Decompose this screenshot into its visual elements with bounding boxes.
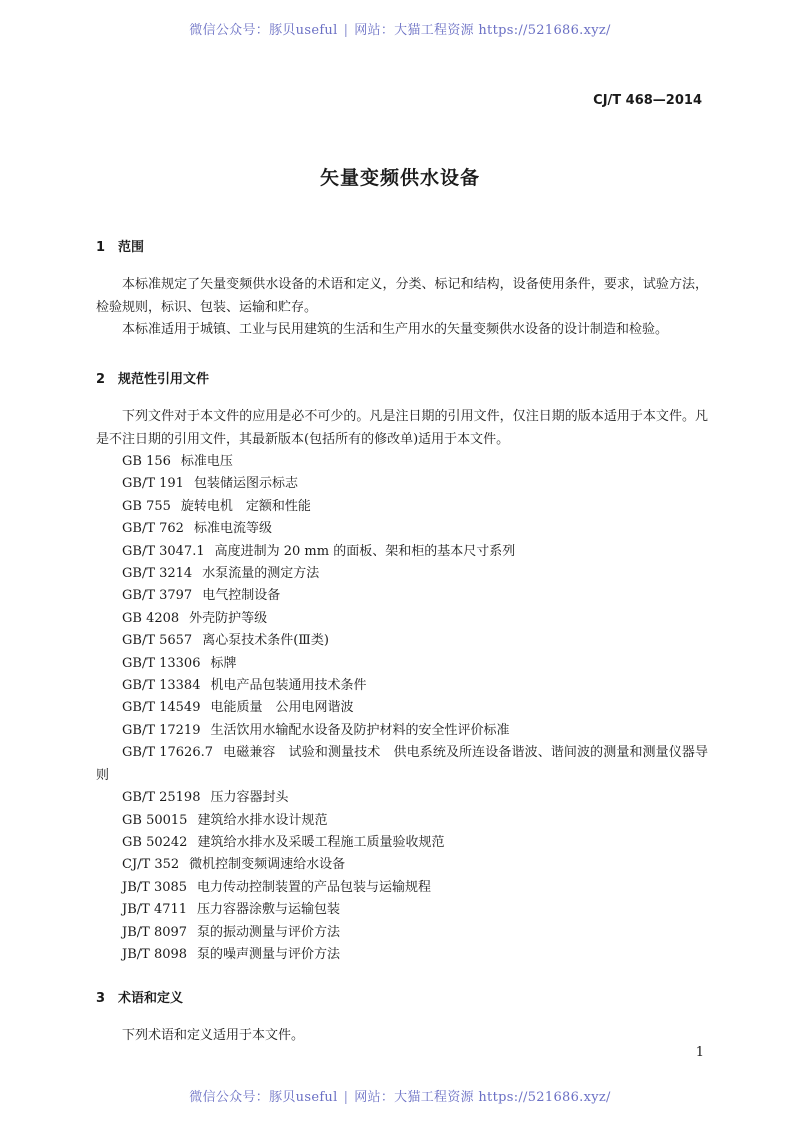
section-2-heading: [96, 368, 209, 387]
reference-item: [96, 630, 708, 652]
watermark-separator: |: [343, 1090, 349, 1105]
section-1-paragraph-2: 本标准适用于城镇、工业与民用建筑的生活和生产用水的矢量变频供水设备的设计制造和检验。: [122, 322, 669, 337]
reference-item: [96, 563, 708, 585]
section-3-paragraph-1: 下列术语和定义适用于本文件。: [122, 1028, 305, 1043]
reference-title: 包装储运图示标志: [193, 476, 298, 492]
document-title: 矢量变频供水设备: [319, 167, 480, 189]
reference-code: JB/T 8098: [122, 946, 188, 962]
reference-code: GB 4208: [122, 610, 180, 626]
reference-code: GB/T 3047.1: [122, 543, 205, 559]
reference-code: CJ/T 352: [122, 857, 180, 873]
watermark-wechat: 微信公众号：豚贝useful: [189, 1090, 338, 1105]
watermark-bottom: [0, 1086, 800, 1105]
reference-title: 标准电流等级: [193, 521, 272, 537]
reference-title: 建筑给水排水设计规范: [197, 812, 328, 828]
section-2-paragraph-1: 下列文件对于本文件的应用是必不可少的。凡是注日期的引用文件，仅注日期的版本适用于本文件。凡是不注日期的引用文件，其最新版本(包括所有的修改单)适用于本文件。: [96, 409, 708, 447]
reference-item: [96, 585, 708, 607]
reference-title: 电气控制设备: [202, 588, 281, 604]
reference-title: 旋转电机 定额和性能: [180, 498, 311, 514]
reference-code: JB/T 3085: [122, 879, 188, 895]
reference-title: 微机控制变频调速给水设备: [189, 857, 346, 873]
document-code: CJ/T 468—2014: [593, 93, 702, 108]
reference-title: 标牌: [210, 655, 237, 671]
section-3-heading: [96, 987, 183, 1006]
normative-reference-list: [96, 451, 708, 966]
reference-title: 压力容器封头: [210, 790, 289, 806]
reference-code: GB/T 762: [122, 521, 184, 537]
watermark-separator: |: [343, 23, 349, 38]
reference-item: [96, 877, 708, 899]
reference-code: GB/T 3797: [122, 588, 193, 604]
reference-item: [96, 832, 708, 854]
reference-code: JB/T 8097: [122, 924, 188, 940]
reference-title: 标准电压: [180, 454, 233, 469]
reference-item: [96, 518, 708, 540]
reference-title: 高度进制为 20 mm 的面板、架和柜的基本尺寸系列: [214, 543, 516, 559]
reference-title: 泵的噪声测量与评价方法: [197, 946, 341, 962]
reference-code: GB 156: [122, 454, 171, 469]
reference-title: 压力容器涂敷与运输包装: [197, 902, 341, 918]
reference-title: 建筑给水排水及采暖工程施工质量验收规范: [197, 834, 445, 850]
reference-item: [96, 541, 708, 563]
reference-item: [96, 742, 708, 787]
reference-item: [96, 653, 708, 675]
reference-code: GB 50242: [122, 834, 188, 850]
reference-code: GB 50015: [122, 812, 188, 828]
reference-code: GB/T 13384: [122, 678, 201, 694]
reference-code: GB/T 25198: [122, 790, 201, 806]
section-number: 3: [96, 991, 106, 1006]
reference-code: GB/T 3214: [122, 566, 193, 582]
section-title: 规范性引用文件: [118, 372, 210, 387]
reference-item: [96, 675, 708, 697]
watermark-wechat: 微信公众号：豚贝useful: [189, 23, 338, 38]
reference-item: [96, 922, 708, 944]
reference-title: 电力传动控制装置的产品包装与运输规程: [197, 879, 432, 895]
watermark-top: [0, 19, 800, 38]
watermark-website: 网站：大猫工程资源 https://521686.xyz/: [354, 23, 611, 38]
section-title: 术语和定义: [118, 991, 184, 1006]
section-number: 1: [96, 240, 106, 255]
reference-code: GB/T 17626.7: [122, 745, 213, 761]
page-number: 1: [695, 1045, 704, 1060]
section-number: 2: [96, 372, 106, 387]
section-1-heading: [96, 236, 144, 255]
reference-item: [96, 899, 708, 921]
reference-item: [96, 854, 708, 876]
reference-title: 电能质量 公用电网谐波: [210, 700, 354, 716]
reference-code: GB/T 17219: [122, 722, 201, 738]
section-1-paragraph-1: 本标准规定了矢量变频供水设备的术语和定义，分类、标记和结构，设备使用条件，要求，试验方法，检验规则，标识、包装、运输和贮存。: [96, 277, 708, 315]
reference-title: 离心泵技术条件(Ⅲ类): [202, 633, 329, 649]
reference-item: [96, 496, 708, 518]
reference-item: [96, 697, 708, 719]
reference-code: GB/T 14549: [122, 700, 201, 716]
reference-title: 泵的振动测量与评价方法: [197, 924, 341, 940]
reference-item: [96, 720, 708, 742]
reference-item: [96, 944, 708, 966]
reference-code: GB 755: [122, 498, 171, 514]
reference-code: GB/T 13306: [122, 655, 201, 671]
reference-item: [96, 608, 708, 630]
reference-item: [96, 473, 708, 495]
reference-item: [96, 787, 708, 809]
reference-code: GB/T 5657: [122, 633, 193, 649]
reference-title: 机电产品包装通用技术条件: [210, 678, 367, 694]
reference-title: 水泵流量的测定方法: [202, 566, 320, 582]
reference-title: 生活饮用水输配水设备及防护材料的安全性评价标准: [210, 722, 510, 738]
reference-title: 外壳防护等级: [189, 610, 268, 626]
section-title: 范围: [118, 240, 145, 255]
reference-code: GB/T 191: [122, 476, 184, 492]
reference-item: [96, 451, 708, 473]
reference-code: JB/T 4711: [122, 902, 188, 918]
watermark-website: 网站：大猫工程资源 https://521686.xyz/: [354, 1090, 611, 1105]
reference-item: [96, 810, 708, 832]
reference-title: 电磁兼容 试验和测量技术 供电系统及所连设备谐波、谐间波的测量和测量仪器导则: [96, 745, 708, 783]
